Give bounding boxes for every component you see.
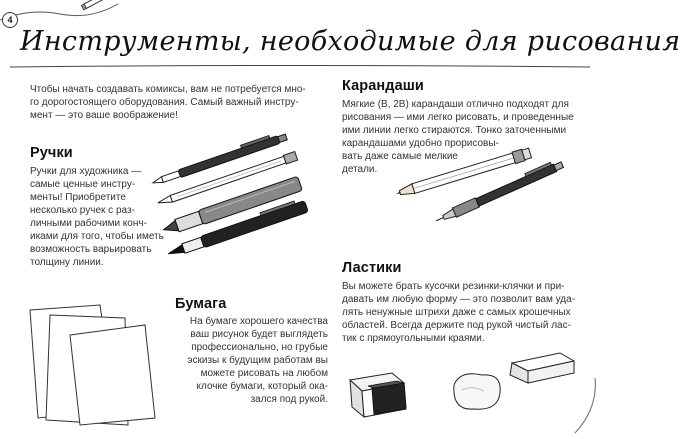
- rectangular-eraser: [350, 373, 406, 417]
- paper-heading: Бумага: [175, 296, 227, 312]
- page-number: 4: [2, 12, 18, 28]
- pens-heading: Ручки: [30, 145, 73, 161]
- pens-illustration: [152, 120, 322, 250]
- white-eraser: [510, 353, 574, 383]
- pens-text: Ручки для художника — самые ценные инстру- менты! Приобретите несколько ручек с раз- личными рабочими конч- иками для того, чтобы иметь возможность варьировать толщину линии.: [30, 166, 164, 268]
- erasers-illustration: [342, 345, 592, 425]
- page-title: Инструменты, необходимые для рисования: [20, 26, 680, 57]
- title-underline: [10, 64, 590, 70]
- paper-text: На бумаге хорошего качества ваш рисунок будет выглядеть профессионально, но грубые эскизы к будущим работам вы можете рисовать на любом клочке бумаги, который ока- зался под рукой.: [187, 316, 328, 405]
- pencils-illustration: [395, 140, 585, 230]
- erasers-heading: Ластики: [342, 260, 402, 276]
- corner-curl: [570, 378, 600, 438]
- paper-sheets-illustration: [20, 300, 160, 425]
- pencils-text: Мягкие (B, 2B) карандаши отлично подходят для рисования — ими легко рисовать, и проведенные ими линии легко стираются. Тонко заточенными карандашами удобно прорисовы- вать даже самые мелкие детали.: [342, 99, 574, 175]
- kneaded-eraser: [454, 374, 500, 409]
- pencils-heading: Карандаши: [342, 78, 424, 94]
- erasers-text: Вы можете брать кусочки резинки-клячки и при- давать им любую форму — это позволит вам уда- лять ненужные штрихи даже с самых крошечных областей. Всегда держите под рукой чистый лас- тик с прямоугольными краями.: [342, 281, 576, 344]
- intro-text: Чтобы начать создавать комиксы, вам не потребуется мно- го дорогостоящего оборудования. Самый важный инстру- мент — это ваше воображение!: [30, 84, 306, 121]
